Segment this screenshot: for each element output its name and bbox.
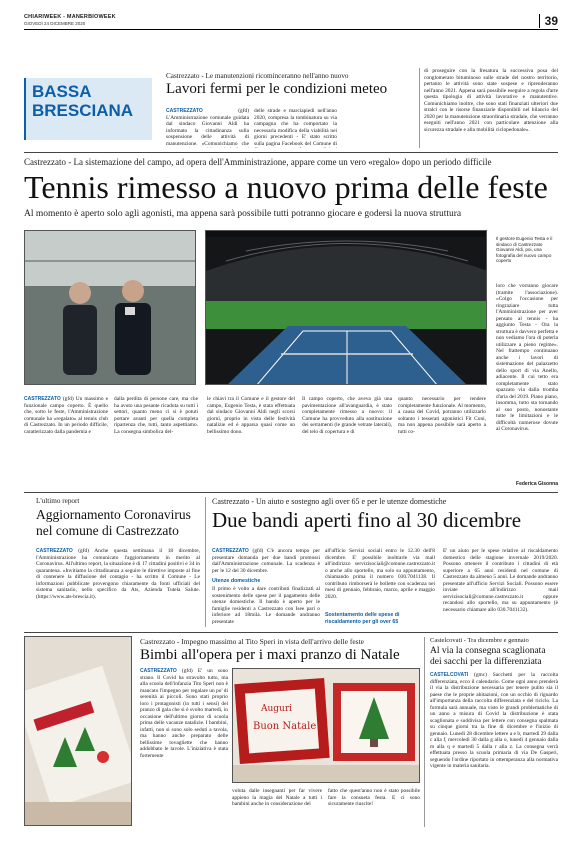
art2-col4: Il campo coperto, che aveva già una pavimentazione all'avanguardia, è stato completamente rimesso a nuovo: il Comune ha provveduto alla sostituzione dei serramenti (le grande vetrate laterali), del telo di copertura e di — [302, 396, 392, 435]
publication-name: CHIARIWEEK - MANERBIOWEEK — [24, 14, 116, 20]
placemat-text-1: Auguri — [261, 704, 293, 714]
divider — [24, 152, 558, 153]
art3-headline-2: nel comune di Castrezzato — [36, 523, 179, 538]
officials-illustration — [25, 231, 196, 385]
divider — [424, 637, 425, 827]
art1-col2: delle strade e marciapiedi nell'anno 2020, compresa la tombinatura su via campagna che ha comportato la necessaria modifica della viabilità nei giorni precedenti - E' stato scritto sulla pagina Facebook del Comune di — [254, 108, 337, 147]
art6-headline-2: dei sacchi per la differenziata — [430, 657, 542, 667]
art2-col1: CASTREZZATO (gfd) Un massimo e funzionale campo coperto. È quello che, sotto le feste, l'Amministrazione comunale ha «regalato» al tennis club di Castrezzato. In un periodo difficile, caratterizzato dalla pandemia e — [24, 396, 108, 435]
art1-headline: Lavori fermi per le condizioni meteo — [166, 81, 388, 97]
divider — [24, 492, 558, 493]
art4-sub-2: Sostentamento delle spese di riscaldamento per gli over 65 — [325, 612, 400, 625]
art2-col3: le chiavi tra il Comune e il gestore del campo, Eugenio Testa, è stata effettuata dal sindaco Giovanni Aldi negli scorsi giorni, proprio in vista delle festività natalizie ed è apparsa quasi come un bellissimo dono. — [207, 396, 295, 435]
art6-kicker: Castelcovati - Tra dicembre e gennaio — [430, 637, 529, 644]
page-number: 39 — [539, 14, 558, 28]
art4-headline: Due bandi aperti fino al 30 dicembre — [212, 508, 522, 532]
photo-placemat-1 — [24, 636, 132, 826]
art5-kicker: Castrezzato - Impegno massimo al Tito Speri in vista dell'arrivo delle feste — [140, 637, 365, 646]
art1-col1: CASTREZZATO (gfd) L'Amministrazione comunale guidata dal sindaco Giovanni Aldi ha informato la cittadinanza sulla sospensione delle attività di manutenzione. «Comunichiamo che — [166, 108, 249, 147]
art5-headline: Bimbi all'opera per i maxi pranzo di Natale — [140, 647, 400, 663]
photo-officials — [24, 230, 196, 385]
art2-col5: quanto necessario per rendere completamente funzionale. Al momento, a causa del Covid, potranno utilizzarlo soltanto i tesserati agonistici Fit Coni, ma non appena possibile sarà aperto a tutti co- — [398, 396, 486, 435]
photo-placemat-2 — [232, 668, 420, 783]
art3-headline-1: Aggiornamento Coronavirus — [36, 507, 191, 522]
photo-caption: Il gestore Eugenio Testa e il sindaco di Castrezzato Giovanni Aldi, poi, una fotografia del nuovo campo coperto — [496, 236, 553, 264]
art2-col6: loro che vorranno giocare (tramite l'associazione). «Colgo l'occasione per ringraziare tutta l'Amministrazione per aver pensato al tennis - ha aggiunto Testa - Ora la struttura è davvero perfetta e non vediamo l'ora di poterla utilizzare a pieno regime». Nel frattempo continuano anche i lavori di sistemazione del palazzetto dello sport di via Anello, adiacente. Il cui tetto era completamente stato spazzato via dalla tromba d'aria del 2019. Piano piano, insomma, tutto sta tornando al suo posto, nonostante tutte le limitazioni e le difficoltà numerose dovute al Coronavirus. — [496, 283, 558, 432]
art2-col2: dalla perdita di persone care, ma che ha avuto una pesante ricaduta su tutti i settori, quanto meno ci si è potuti portare avanti per quella completa ripartenza che, tutti, tanto aspettiamo. La consegna simbolica del- — [114, 396, 198, 435]
divider — [24, 632, 558, 633]
art3-body: CASTREZZATO (gfd) Anche questa settimana il 18 dicembre, l'Amministrazione ha comunicato l'aggiornamento in merito al Coronavirus. All'ultimo report, la situazione è di 17 cittadini positivi e 34 in quarantena. «Invitiamo la cittadinanza a seguire le direttive imposte al fine di contenere la diffusione del contagio - ha scritto il Comune - Le informazioni pubblicate provengono chiaramente da fonti ufficiali del sistema sanitario, nello specifico da Ats, Azienda Tutela Salute. (https://www.ats-brescia.it). — [36, 548, 200, 600]
tennis-court-illustration — [206, 231, 487, 385]
photo-tennis-court — [205, 230, 487, 385]
art4-kicker: Castrezzato - Un aiuto e sostegno agli over 65 e per le utenze domestiche — [212, 497, 447, 506]
placemat-text-2: Buon Natale — [253, 721, 317, 732]
art1-kicker: Castrezzato - Le manutenzioni ricominceranno nell'anno nuovo — [166, 72, 349, 80]
divider — [205, 497, 206, 627]
art1-col3: di proseguire con la fresatura la successiva posa del conglomerato bituminoso sulle strade del nostro territorio, pertanto le attività sono state sospese e riprenderanno nell'anno 2021. Appena sarà possibile eseguire a regola d'arte questa tipologia di attività lavorative e manutentive. Comunichiamo inoltre, che sono stati finanziati ulteriori due stralci con le risorse finanziarie disponibili nel bilancio del 2020 per la manutenzione straordinaria stradale, che verranno eseguiti nell'anno 2021 con particolare attenzione alla sicurezza stradale e alla mobilità ciclopedonale». — [424, 68, 558, 133]
art4-col3: E' un aiuto per le spese relative al riscaldamento domestico delle stagione invernale 2019/2020. Possono ottenere il contributo i cittadini di età superiore a 65 anni residenti nel comune di Castrezzato da almeno 5 anni. Le domande andranno presentate all'ufficio Servizi Sociali. Possono essere inviate all'indirizzo mail servizisociali@comune.castrezzato.it oppure recandosi allo sportello, ma su appuntamento (è necessario chiamare allo 030.7041132). — [443, 548, 558, 613]
art3-kicker: L'ultimo report — [36, 497, 80, 505]
art2-signature: Federica Gisonna — [516, 481, 558, 487]
art5-col1: CASTREZZATO (gfd) E' un sono strano. Il Covid ha stravolto tutto, ma alla scuola dell'infanzia Tito Speri non è mancato l'impegno per regalare un po' di serenità ai piccoli. Sono stati proprio loro i protagonisti (in tutti i sensi) del pranzo di gala che si è svolto martedì, in occasione dell'ultimo giorno di scuola prima delle vacanze natalizie. I bambini, infatti, non si sono solo seduti a tavola, ma hanno anche preparato delle bellissime tovagliette che hanno addobbato le tavole. L'iniziativa è stata fortemente — [140, 668, 228, 759]
art5-col2: voluta dalle insegnanti per far vivere appieno la magia del Natale a tutti i bambini anche in considerazione del — [232, 788, 322, 807]
art2-kicker: Castrezzato - La sistemazione del campo, ad opera dell'Amministrazione, appare come un vero «regalo» dopo un periodo difficile — [24, 157, 492, 167]
issue-date: GIOVEDÌ 24 DICEMBRE 2020 — [24, 21, 86, 26]
section-label: BASSA BRESCIANA — [24, 78, 152, 140]
art2-headline: Tennis rimesso a nuovo prima delle feste — [24, 169, 548, 205]
children-placemat-illustration — [25, 637, 132, 826]
art2-subheadline: Al momento è aperto solo agli agonisti, ma appena sarà possibile tutti potranno giocare e godersi la nuova struttura — [24, 209, 462, 219]
art4-col1: CASTREZZATO (gfd) C'è ancora tempo per presentare domanda per due bandi promossi dall'Amministrazione comunale. La scadenza è per le 12 del 30 dicembre. — [212, 548, 320, 574]
art6-body: CASTELCOVATI (gmc) Sacchetti per la raccolta differenziata, ecco il calendario. Come ogni anno prenderà il via la distribuzione necessaria per tenere pulito sia il paese che le proprie abitazioni, con un occhio di riguardo all'importanza della raccolta differenziata e del riciclo. La formula sarà annuale, ma visto le grandi problematiche di un anno a misura di Covid la distribuzione è stata scaglionata e suddivisa per lettere con consegna spalmata su cinque giorni tra la fine di dicembre e l'inizio di gennaio. Lunedì 28 dicembre lettere a e b, martedì 29 dalla c alla f, mercoledì 30 dalla g alla o, lunedì 4 gennaio dalla m alla q e martedì 5 dalla r alla z. La consegna verrà effettuata presso la scuola primaria di via De Gasperi, seguendo l'ordine riportato in ottemperanza alla normativa vigente in materia sanitaria. — [430, 672, 558, 769]
masthead — [24, 14, 558, 30]
art4-sub-1: Utenze domestiche — [212, 578, 261, 584]
art4-col1b: Il primo è volto a dare contributi finalizzati al sostenimento delle spese per il pagamento delle utenze domestiche. Il bando è aperto per le famiglie residenti a Castrezzato con Isee pari o inferiore ad 18mila. Le domande andranno presentate — [212, 586, 320, 625]
art6-headline-1: Al via la consegna scaglionata — [430, 646, 546, 656]
christmas-placemats-illustration — [233, 669, 420, 783]
art4-col2: all'ufficio Servizi sociali entro le 12.30 dell'8 dicembre. E' possibile inoltrarle via mail all'indirizzo servizisociali@comune.castrezzato.it o anche allo sportello, ma solo su appuntamento, chiamando prima il numero 030.7041138. Il contributo rimborserà le bollette con scadenza nei mesi di gennaio, febbraio, marzo, aprile e maggio 2020. — [325, 548, 435, 600]
divider — [419, 68, 420, 148]
art5-col3: fatto che quest'anno non è stato possibile fare la consueta festa. E ci sono sicuramente riuscite! — [328, 788, 420, 807]
